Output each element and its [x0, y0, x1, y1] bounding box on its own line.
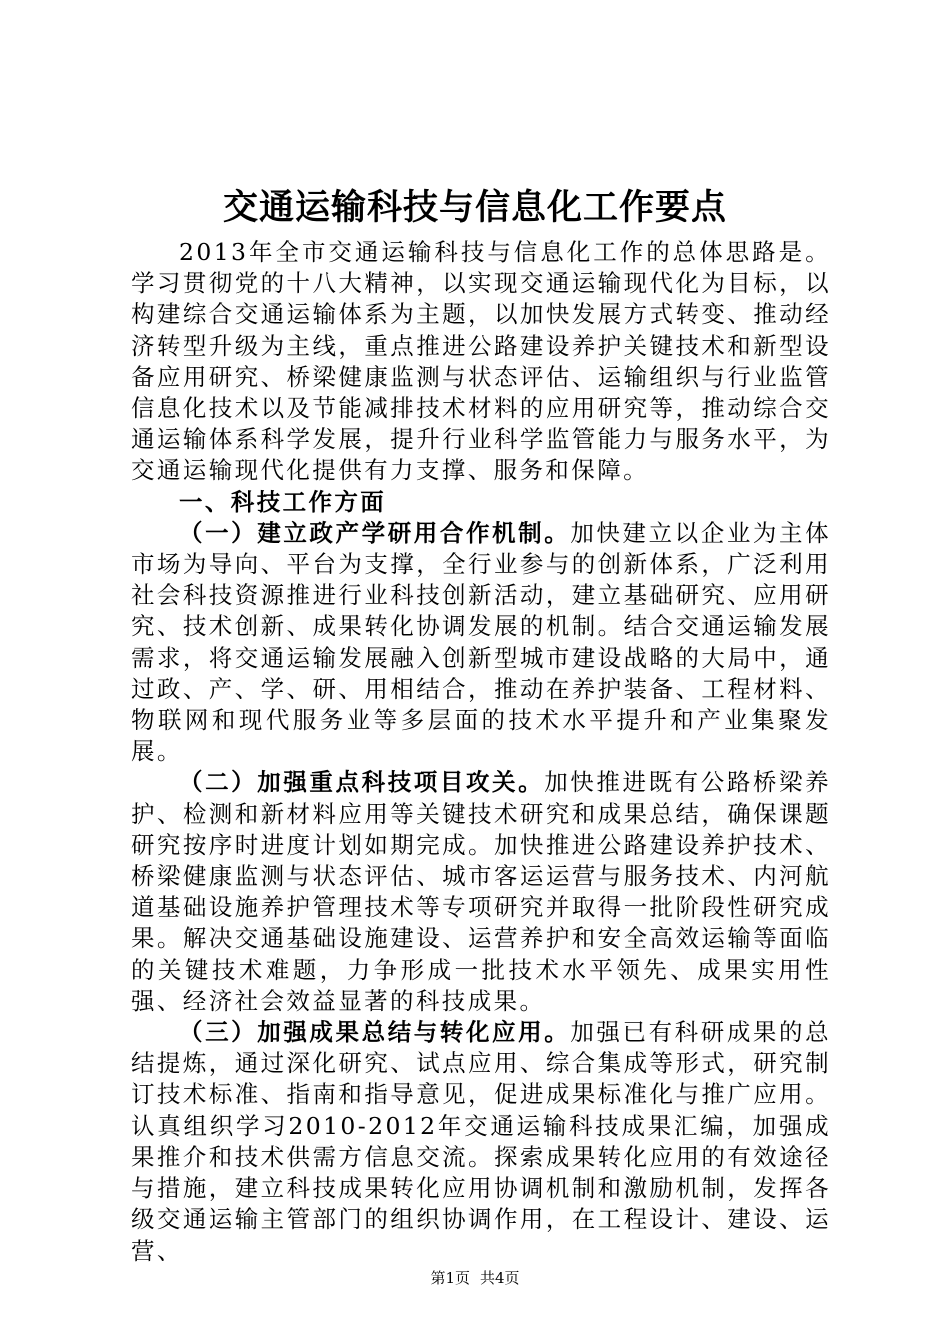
item-text-2: 加快推进既有公路桥梁养护、检测和新材料应用等关键技术研究和成果总结，确保课题研究按序时进度计划如期完成。加快推进公路建设养护技术、桥梁健康监测与状态评估、城市客运运营与服务技术、内河航道基础设施养护管理技术等专项研究并取得一批阶段性研究成果。解决交通基础设施建设、运营养护和安全高效运输等面临的关键技术难题，力争形成一批技术水平领先、成果实用性强、经济社会效益显著的科技成果。	[131, 768, 831, 1015]
section-heading-tech-work: 一、科技工作方面	[179, 487, 387, 516]
document-body	[131, 237, 831, 1267]
item-paragraph-3	[131, 1017, 831, 1267]
item-paragraph-2	[131, 767, 831, 1017]
item-lead-2: （二）加强重点科技项目攻关。	[179, 768, 545, 797]
intro-paragraph: 2013年全市交通运输科技与信息化工作的总体思路是。学习贯彻党的十八大精神，以实现交通运输现代化为目标，以构建综合交通运输体系为主题，以加快发展方式转变、推动经济转型升级为主线，重点推进公路建设养护关键技术和新型设备应用研究、桥梁健康监测与状态评估、运输组织与行业监管信息化技术以及节能减排技术材料的应用研究等，推动综合交通运输体系科学发展，提升行业科学监管能力与服务水平，为交通运输现代化提供有力支撑、服务和保障。	[131, 238, 831, 485]
page-footer	[0, 1268, 950, 1288]
page-number-current: 第1页	[430, 1269, 470, 1287]
item-text-3: 加强已有科研成果的总结提炼，通过深化研究、试点应用、综合集成等形式，研究制订技术标准、指南和指导意见，促进成果标准化与推广应用。认真组织学习2010-2012年交通运输科技成果汇编，加强成果推介和技术供需方信息交流。探索成果转化应用的有效途径与措施，建立科技成果转化应用协调机制和激励机制，发挥各级交通运输主管部门的组织协调作用，在工程设计、建设、运营、	[131, 1018, 831, 1265]
item-text-1: 加快建立以企业为主体市场为导向、平台为支撑，全行业参与的创新体系，广泛利用社会科技资源推进行业科技创新活动，建立基础研究、应用研究、技术创新、成果转化协调发展的机制。结合交通运输发展需求，将交通运输发展融入创新型城市建设战略的大局中，通过政、产、学、研、用相结合，推动在养护装备、工程材料、物联网和现代服务业等多层面的技术水平提升和产业集聚发展。	[131, 518, 831, 766]
page-number-total: 共4页	[480, 1269, 520, 1287]
item-paragraph-1	[131, 518, 831, 768]
document-title: 交通运输科技与信息化工作要点	[222, 187, 727, 228]
item-lead-1: （一）建立政产学研用合作机制。	[179, 518, 571, 547]
item-lead-3: （三）加强成果总结与转化应用。	[179, 1018, 571, 1047]
